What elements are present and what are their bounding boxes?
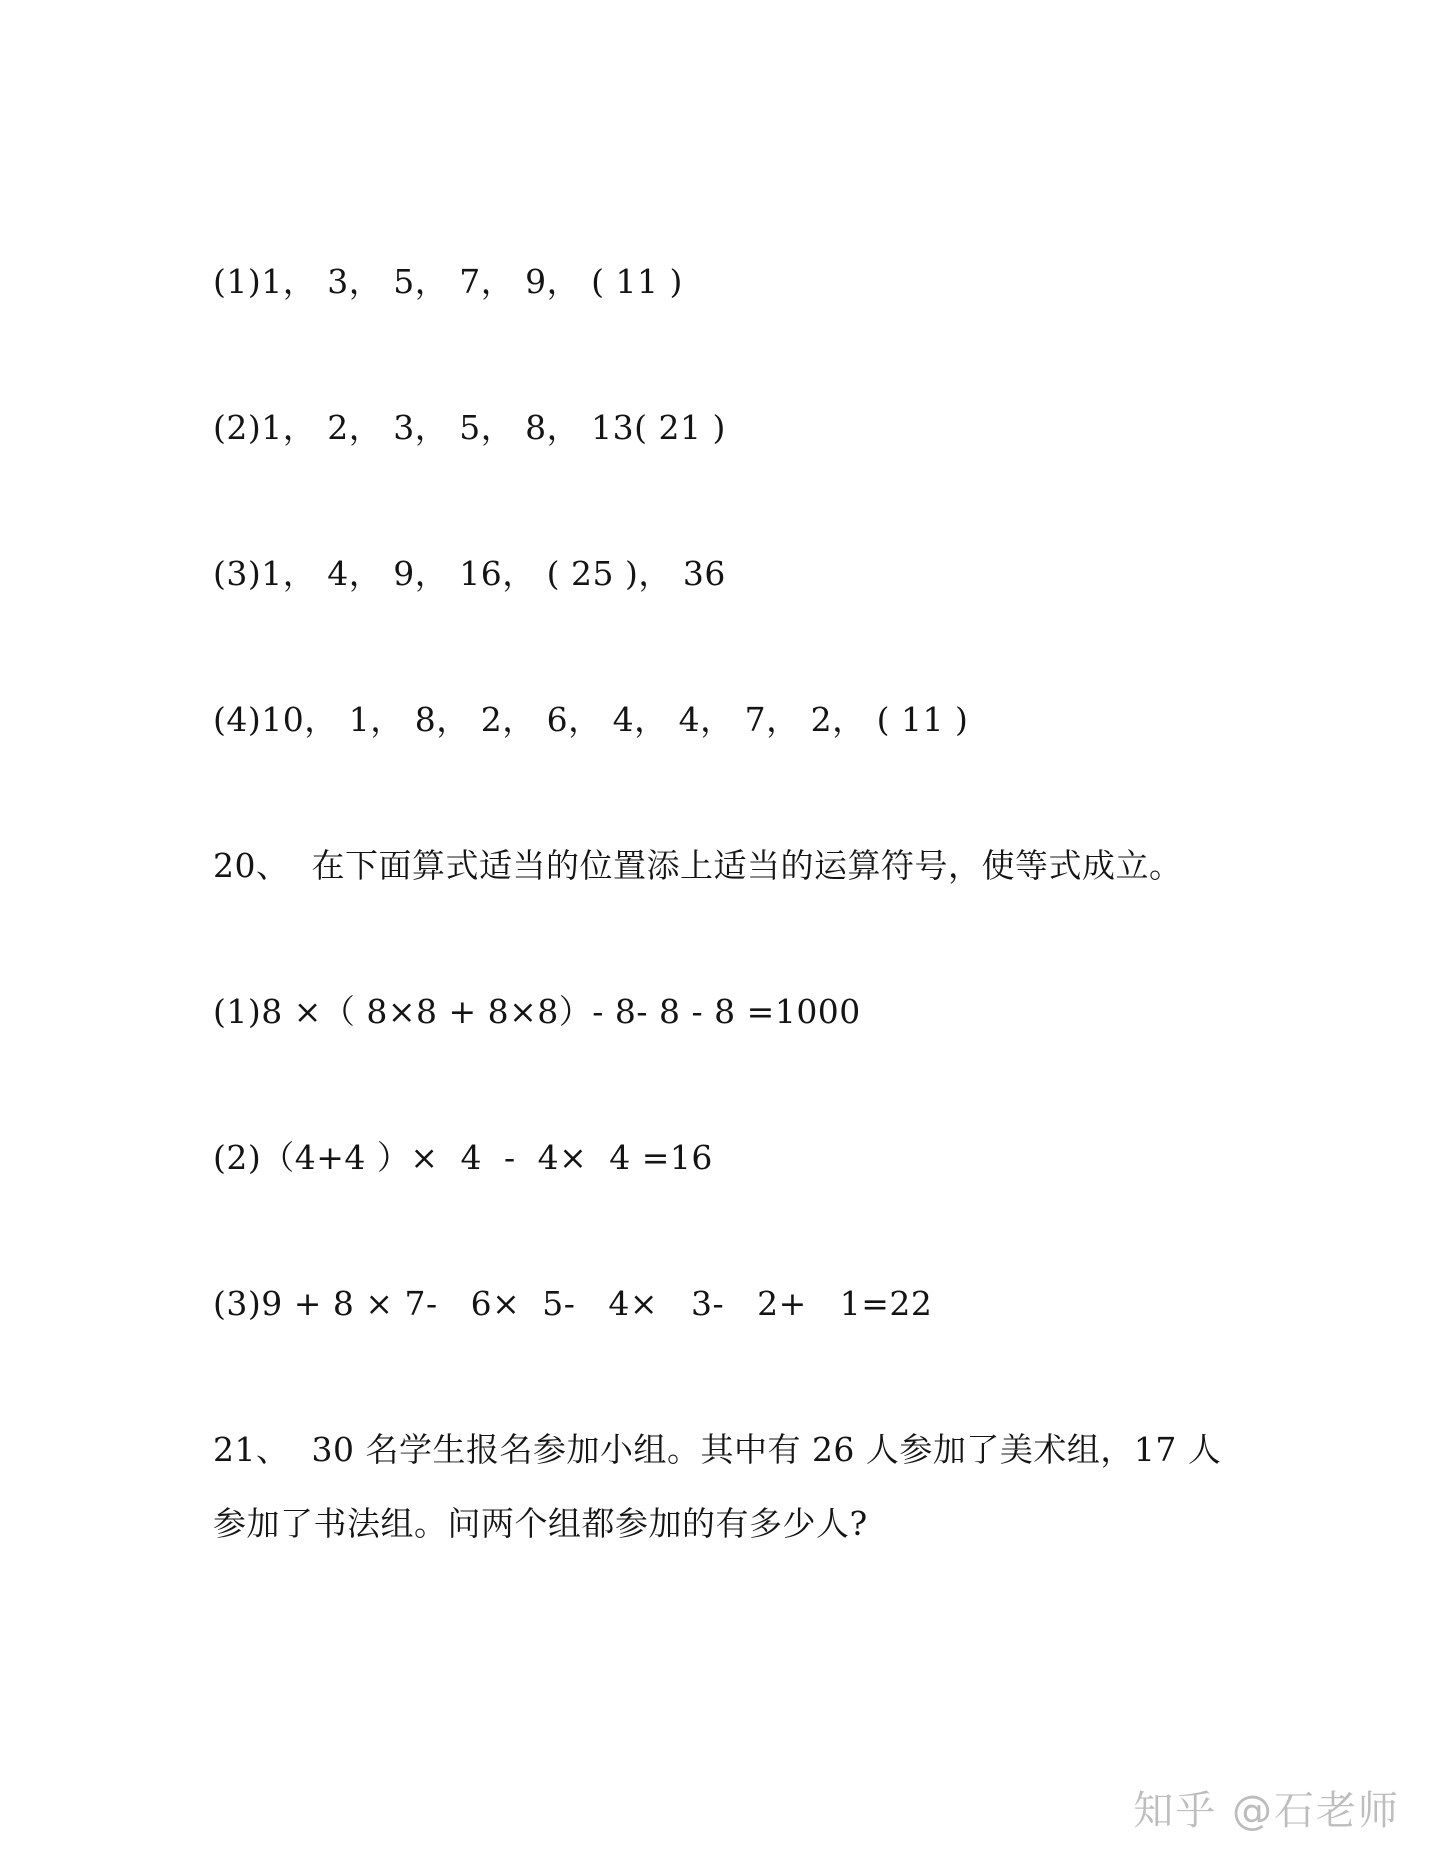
question-20-item-3: (3)9 + 8 × 7- 6× 5- 4× 3- 2+ 1=22 — [213, 1284, 933, 1323]
sequence-3: (3)1， 4， 9， 16， ( 25 )， 36 — [213, 554, 726, 593]
watermark: 知乎 @石老师 — [1133, 1788, 1400, 1834]
sequence-1: (1)1， 3， 5， 7， 9， ( 11 ) — [213, 262, 683, 301]
sequence-2: (2)1， 2， 3， 5， 8， 13( 21 ) — [213, 408, 726, 447]
question-20-item-2: (2)（4+4 ）× 4 - 4× 4 =16 — [213, 1138, 713, 1177]
sequence-4: (4)10， 1， 8， 2， 6， 4， 4， 7， 2， ( 11 ) — [213, 700, 969, 739]
question-20-item-1: (1)8 ×（ 8×8 + 8×8）- 8- 8 - 8 =1000 — [213, 992, 861, 1031]
question-21-line-1: 21、 30 名学生报名参加小组。其中有 26 人参加了美术组，17 人 — [213, 1430, 1222, 1469]
question-20-title: 20、 在下面算式适当的位置添上适当的运算符号，使等式成立。 — [213, 846, 1183, 885]
question-21-line-2: 参加了书法组。问两个组都参加的有多少人? — [213, 1504, 868, 1543]
